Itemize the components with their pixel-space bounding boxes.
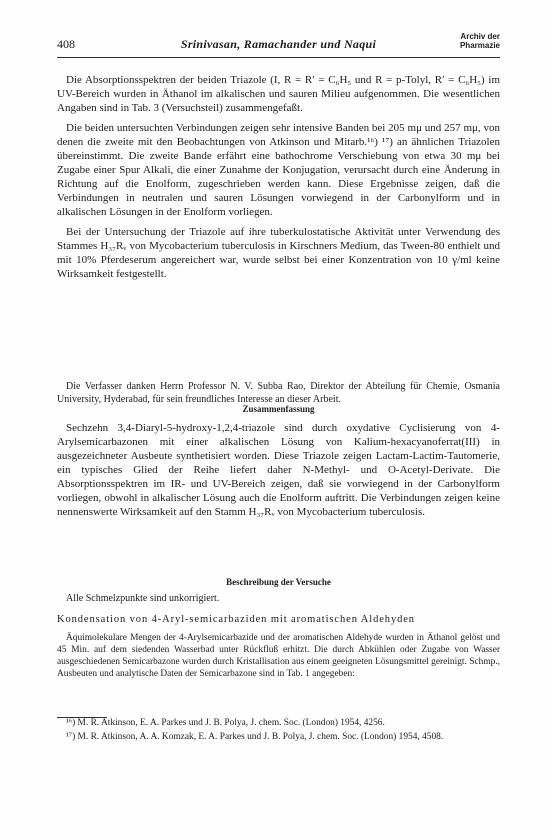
summary-section xyxy=(57,421,500,519)
footnote-16: ¹⁶) M. R. Atkinson, E. A. Parkes und J. B. Polya, J. chem. Soc. (London) 1954, 4256. xyxy=(66,718,385,728)
experimental-procedure-text: Äquimolekulare Mengen der 4-Arylsemicarbazide und der aromatischen Aldehyde wurden in Äthanol gelöst und 45 Min. auf dem siedenden Wasserbad unter Rückfluß erhitzt. Die durch Abkühlen oder Zugabe von Wasser ausgeschiedenen Semicarbazone wurden durch Kristallisation aus einem geeigneten Lösungsmittel gereinigt. Schmp., Ausbeuten und analytische Daten der Semicarbazone sind in Tab. 1 angegeben: xyxy=(57,633,500,679)
journal-name-line2: Pharmazie xyxy=(459,41,500,50)
melting-point-note: Alle Schmelzpunkte sind unkorrigiert. xyxy=(66,593,220,604)
body-text-upper xyxy=(57,73,500,281)
journal-name xyxy=(460,32,500,50)
experimental-procedure xyxy=(57,632,500,680)
page-header xyxy=(57,32,500,53)
experimental-heading: Beschreibung der Versuche xyxy=(226,577,331,587)
summary-heading: Zusammenfassung xyxy=(242,404,315,414)
acknowledgement-text: Die Verfasser danken Herrn Professor N. V. Subba Rao, Direktor der Abteilung für Chemie, Osmania University, Hyderabad, für sein freundliches Interesse an dieser Arbeit. xyxy=(57,381,500,405)
melting-point-note-block xyxy=(57,592,500,605)
header-rule xyxy=(57,57,500,58)
acknowledgement xyxy=(57,380,500,406)
paragraph-tuberculostatic: Bei der Untersuchung der Triazole auf ihre tuberkulostatische Aktivität unter Verwendung des Stammes H₃₇Rᵥ von Mycobacterium tuberculosis in Kirschners Medium, das Tween-80 enthielt und mit 10% Pferdeserum angereichert war, wurde selbst bei einer Konzentration von 10 γ/ml keine Wirksamkeit festgestellt. xyxy=(57,226,500,280)
paragraph-bands: Die beiden untersuchten Verbindungen zeigen sehr intensive Banden bei 205 mμ und 257 mμ, von denen die zweite mit den Beobachtungen von Atkinson und Mitarb.¹⁶) ¹⁷) an ähnlichen Triazolen übereinstimmt. Die zweite Bande erfährt eine bathochrome Verschiebung von etwa 30 mμ bei Zugabe einer Spur Alkali, die einer Zunahme der Konjugation, verursacht durch eine Änderung in Richtung auf die Enolform, zugeschrieben werden kann. Diese Ergebnisse zeigen, daß die Verbindungen in neutralen und sauren Lösungen vorwiegend in der Carbonylform und in alkalischen Lösungen in der Enolform vorliegen. xyxy=(57,122,500,218)
running-head-authors: Srinivasan, Ramachander und Naqui xyxy=(180,37,377,51)
experimental-subheading: Kondensation von 4-Aryl-semicarbaziden mit aromatischen Aldehyden xyxy=(57,614,415,625)
paragraph-uv-spectra: Die Absorptionsspektren der beiden Triazole (I, R = R′ = C₆H₅ und R = p-Tolyl, R′ = C₆H₅) im UV-Bereich wurden in Äthanol im alkalischen und sauren Milieu aufgenommen. Die wesentlichen Angaben sind in Tab. 3 (Versuchsteil) zusammengefaßt. xyxy=(57,74,500,114)
footnote-17: ¹⁷) M. R. Atkinson, A. A. Komzak, E. A. Parkes und J. B. Polya, J. chem. Soc. (London) 1954, 4508. xyxy=(66,732,444,742)
journal-name-line1: Archiv der xyxy=(460,32,500,41)
summary-text: Sechzehn 3,4-Diaryl-5-hydroxy-1,2,4-triazole sind durch oxydative Cyclisierung von 4-Arylsemicarbazonen mit einer alkalischen Lösung von Kalium-hexacyanoferrat(III) in ausgezeichneter Ausbeute synthetisiert worden. Diese Triazole zeigen Lactam-Lactim-Tautomerie, ein typisches Glied der Reihe liefert daher N-Methyl- und O-Acetyl-Derivate. Die Absorptionsspektren im IR- und UV-Bereich zeigen, daß sie vorwiegend in der Carbonylform vorliegen, obwohl in alkalischer Lösung auch die Enolform auftritt. Die Verbindungen zeigen keine nennenswerte Wirksamkeit auf den Stamm H₃₇Rᵥ von Mycobacterium tuberculosis. xyxy=(57,422,500,518)
page-number: 408 xyxy=(57,37,75,51)
